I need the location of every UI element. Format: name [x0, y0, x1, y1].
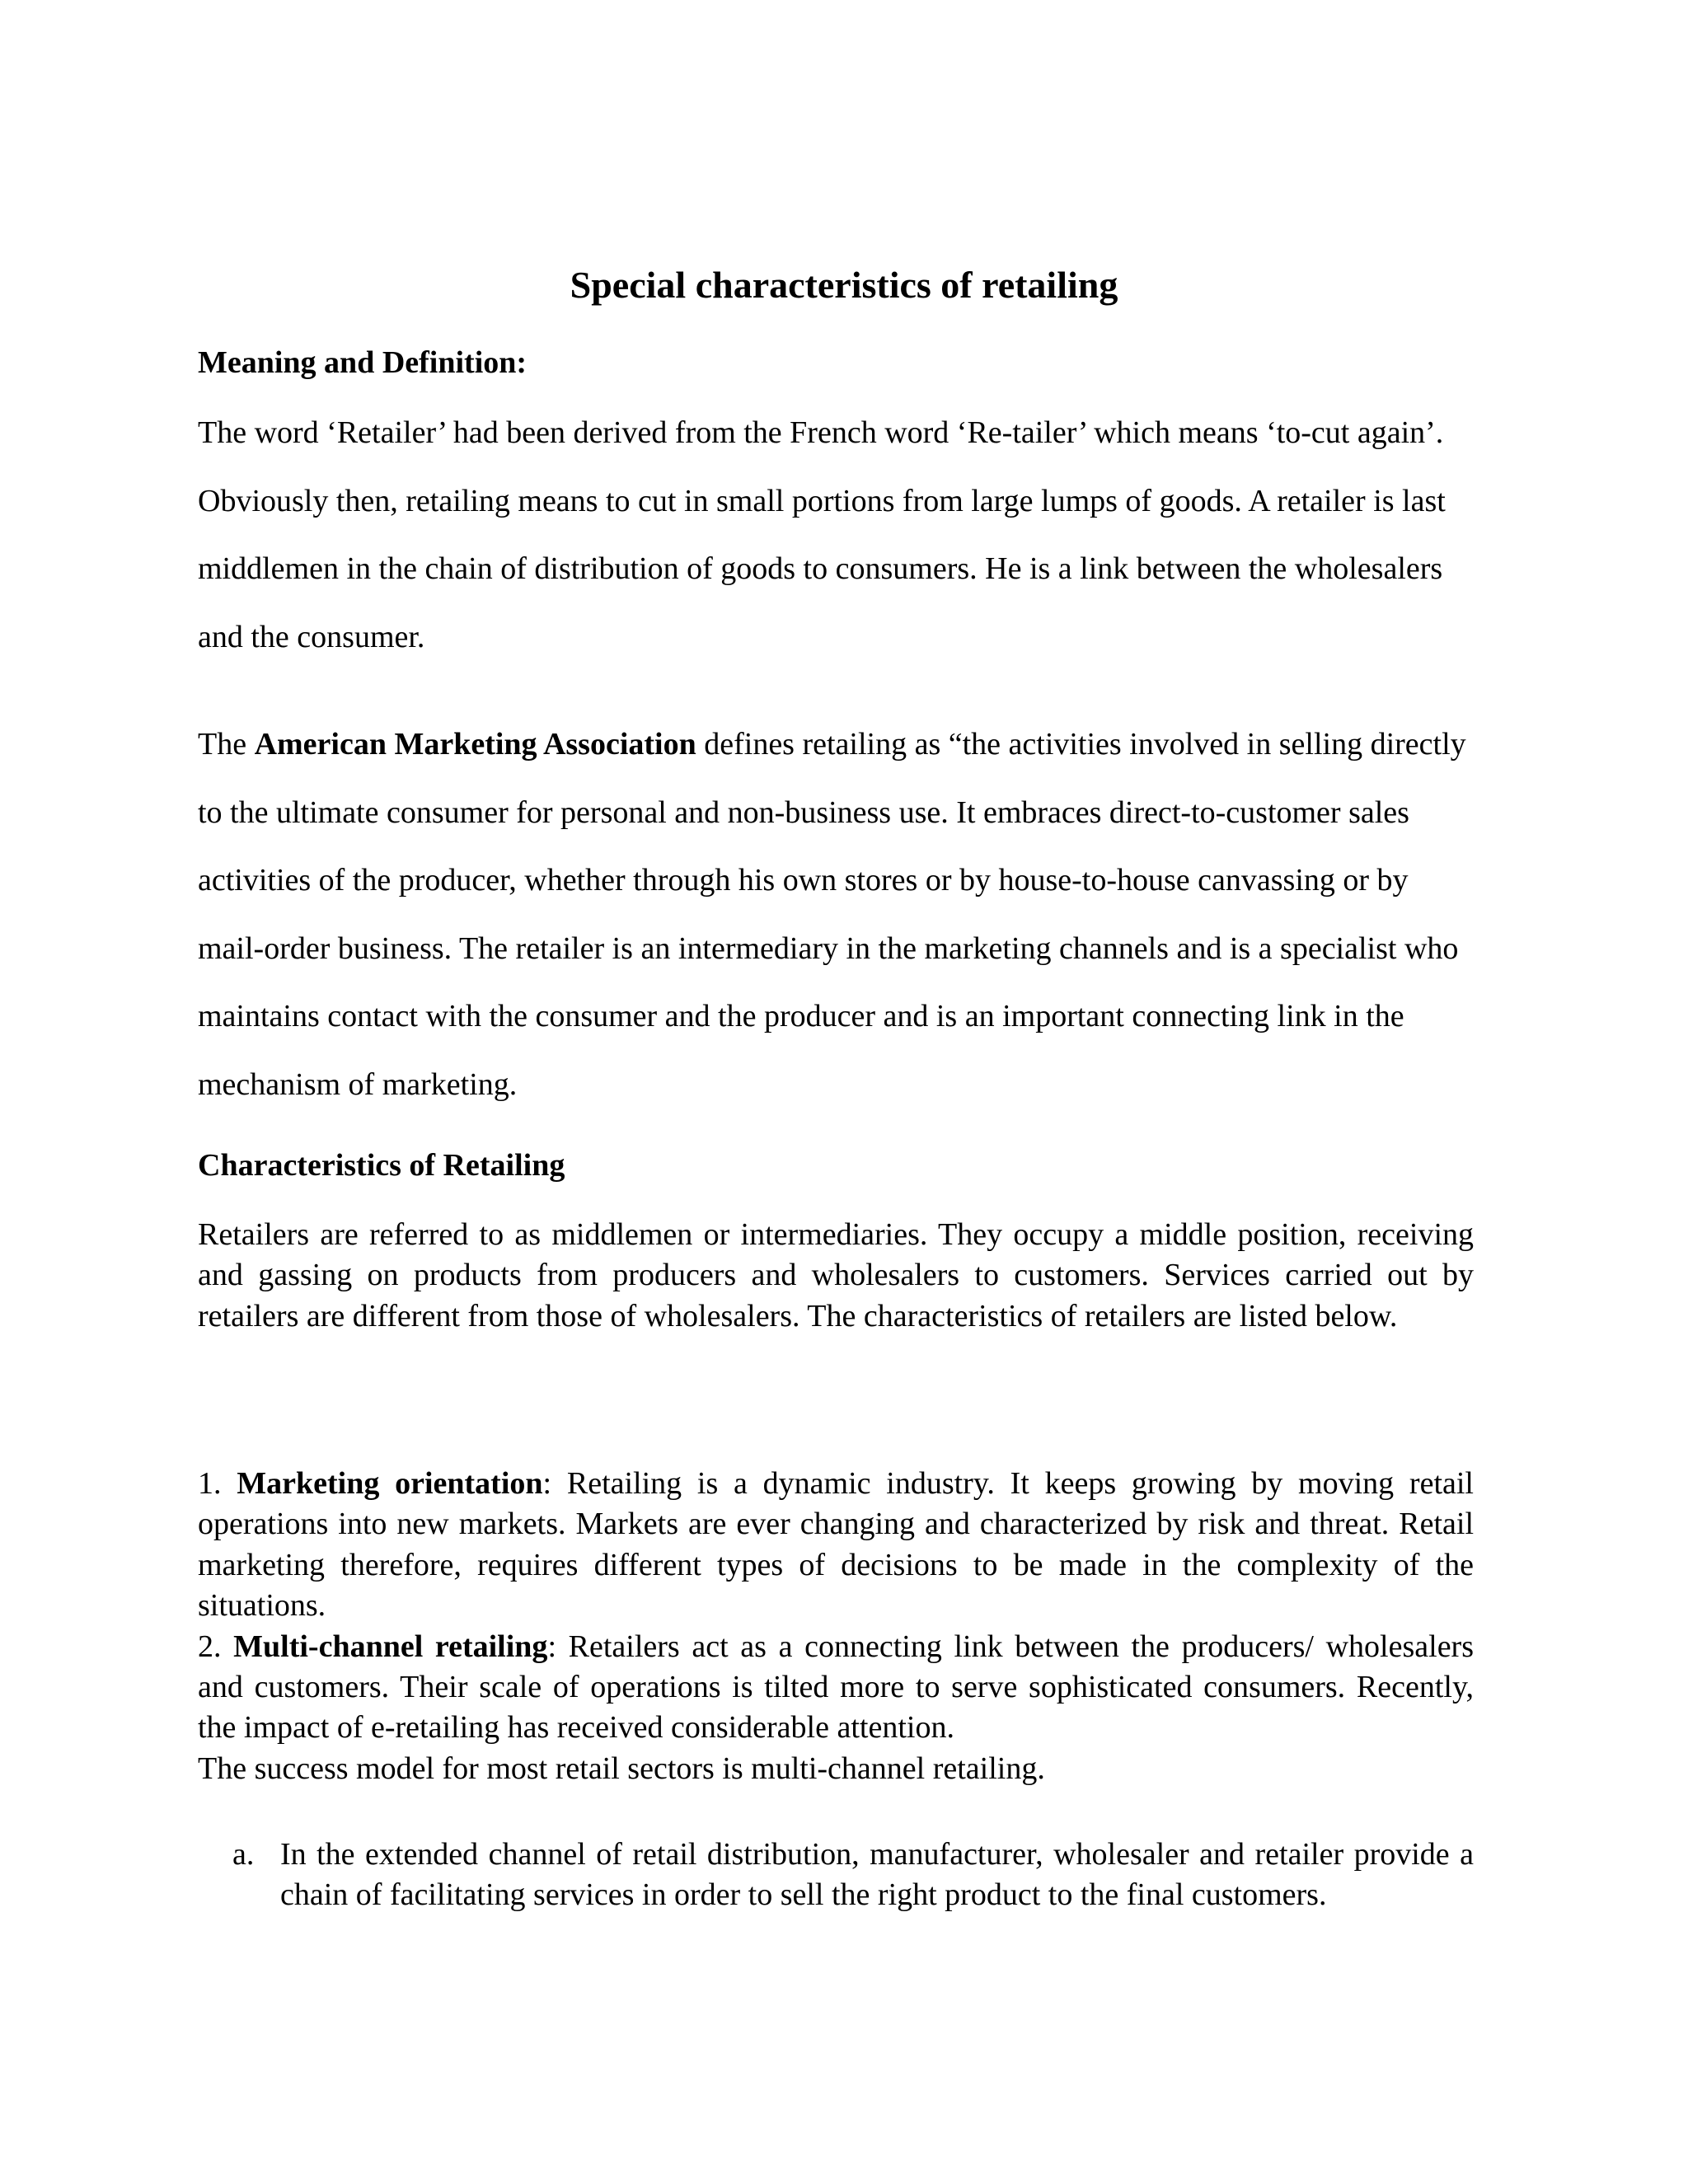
list-item-label: Multi-channel retailing: [233, 1629, 548, 1664]
ama-intro-text: The: [198, 727, 247, 762]
characteristics-list: [198, 1464, 1474, 1789]
characteristics-heading: Characteristics of Retailing: [198, 1148, 565, 1183]
ama-definition-text: defines retailing as “the activities involved in selling directly to the ultimate consumer for personal and non-business use. It embraces direct-to-customer sales activities of the producer, whether through his own stores or by house-to-house canvassing or by mail-order business. The retailer is an intermediary in the marketing channels and is a specialist who maintains contact with the consumer and the producer and is an important connecting link in the mechanism of marketing.: [198, 727, 1466, 1102]
meaning-definition-heading: Meaning and Definition:: [198, 345, 528, 380]
list-item-text: : Retailers act as a connecting link between the producers/ wholesalers and customers. Their scale of operations is tilted more to serve sophisticated consumers. Recently, the impact of e-retailing has received considerable attention.: [198, 1629, 1475, 1746]
meaning-paragraph: The word ‘Retailer’ had been derived from the French word ‘Re-tailer’ which means ‘to-cut again’. Obviously then, retailing means to cut in small portions from large lumps of goods. A retailer is last middlemen in the chain of distribution of goods to consumers. He is a link between the wholesalers and the consumer.: [198, 415, 1446, 654]
list-item-multi-channel-retailing: [198, 1627, 1474, 1749]
list-item-marketing-orientation: [198, 1464, 1474, 1627]
ama-definition-paragraph: [198, 710, 1467, 1118]
ama-name: American Marketing Association: [254, 727, 696, 762]
list-item-text: : Retailing is a dynamic industry. It keeps growing by moving retail operations into new markets. Markets are ever changing and characterized by risk and threat. Retail marketing therefore, requires different types of decisions to be made in the complexity of the situations.: [198, 1466, 1474, 1624]
sublist-marker: a.: [232, 1837, 255, 1872]
page-title: Special characteristics of retailing: [570, 264, 1118, 306]
sublist-text: In the extended channel of retail distribution, manufacturer, wholesaler and retailer provide a chain of facilitating services in order to sell the right product to the final customers.: [280, 1837, 1474, 1913]
list-item-label: Marketing orientation: [237, 1466, 543, 1501]
closing-sentence: The success model for most retail sectors is multi-channel retailing.: [198, 1750, 1045, 1786]
characteristics-intro: Retailers are referred to as middlemen or intermediaries. They occupy a middle position, receiving and gassing on products from producers and wholesalers to customers. Services carried out by retailers are different from those of wholesalers. The characteristics of retailers are listed below.: [198, 1217, 1474, 1333]
list-item-number: 2.: [198, 1629, 222, 1664]
sublist-item-a: [232, 1835, 1474, 1916]
list-item-number: 1.: [198, 1466, 222, 1501]
